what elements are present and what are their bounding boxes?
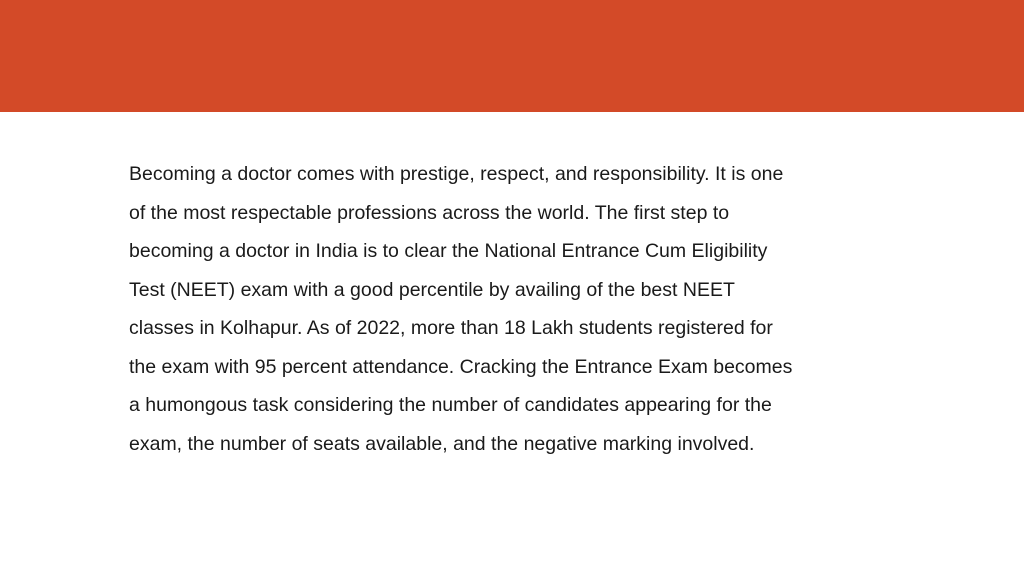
header-band	[0, 0, 1024, 112]
body-paragraph	[129, 155, 889, 463]
paragraph-line: Test (NEET) exam with a good percentile by availing of the best NEET	[129, 278, 735, 301]
paragraph-line: of the most respectable professions across the world. The first step to	[129, 201, 730, 224]
paragraph-line: the exam with 95 percent attendance. Cracking the Entrance Exam becomes	[129, 355, 793, 378]
paragraph-line: exam, the number of seats available, and the negative marking involved.	[129, 432, 755, 455]
paragraph-line: classes in Kolhapur. As of 2022, more than 18 Lakh students registered for	[129, 317, 773, 339]
paragraph-line: Becoming a doctor comes with prestige, respect, and responsibility. It is one	[129, 163, 784, 185]
paragraph-line: a humongous task considering the number of candidates appearing for the	[129, 394, 772, 416]
paragraph-line: becoming a doctor in India is to clear the National Entrance Cum Eligibility	[129, 240, 768, 262]
